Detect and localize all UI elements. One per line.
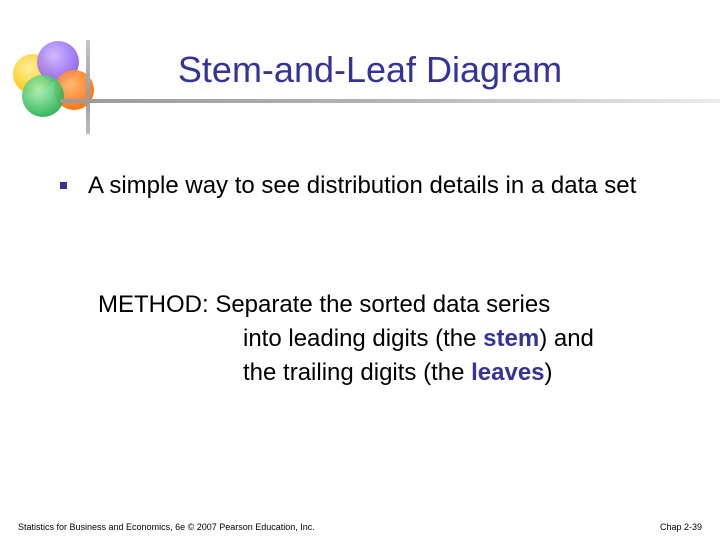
stem-keyword: stem (483, 325, 540, 352)
method-line-2-text: into leading digits (the (243, 325, 484, 352)
method-line-1: METHOD: Separate the sorted data series (98, 291, 551, 318)
method-line-3-text: the trailing digits (the (243, 359, 472, 386)
method-line-2 (98, 322, 698, 356)
title-vertical-rule (86, 40, 90, 134)
overlapping-circles-logo-icon (10, 38, 110, 138)
method-line-2-end: ) and (539, 325, 594, 352)
method-line-3-end: ) (544, 359, 553, 386)
square-bullet-icon (60, 182, 67, 189)
title-horizontal-rule (60, 99, 720, 103)
slide-title: Stem-and-Leaf Diagram (177, 49, 563, 90)
footer-page-number: Chap 2-39 (659, 522, 702, 532)
method-line-3 (98, 356, 698, 390)
leaves-keyword: leaves (471, 359, 545, 386)
method-block (98, 288, 698, 390)
bullet-text: A simple way to see distribution details in a data set (88, 172, 637, 199)
footer-copyright: Statistics for Business and Economics, 6e © 2007 Pearson Education, Inc. (18, 522, 315, 532)
